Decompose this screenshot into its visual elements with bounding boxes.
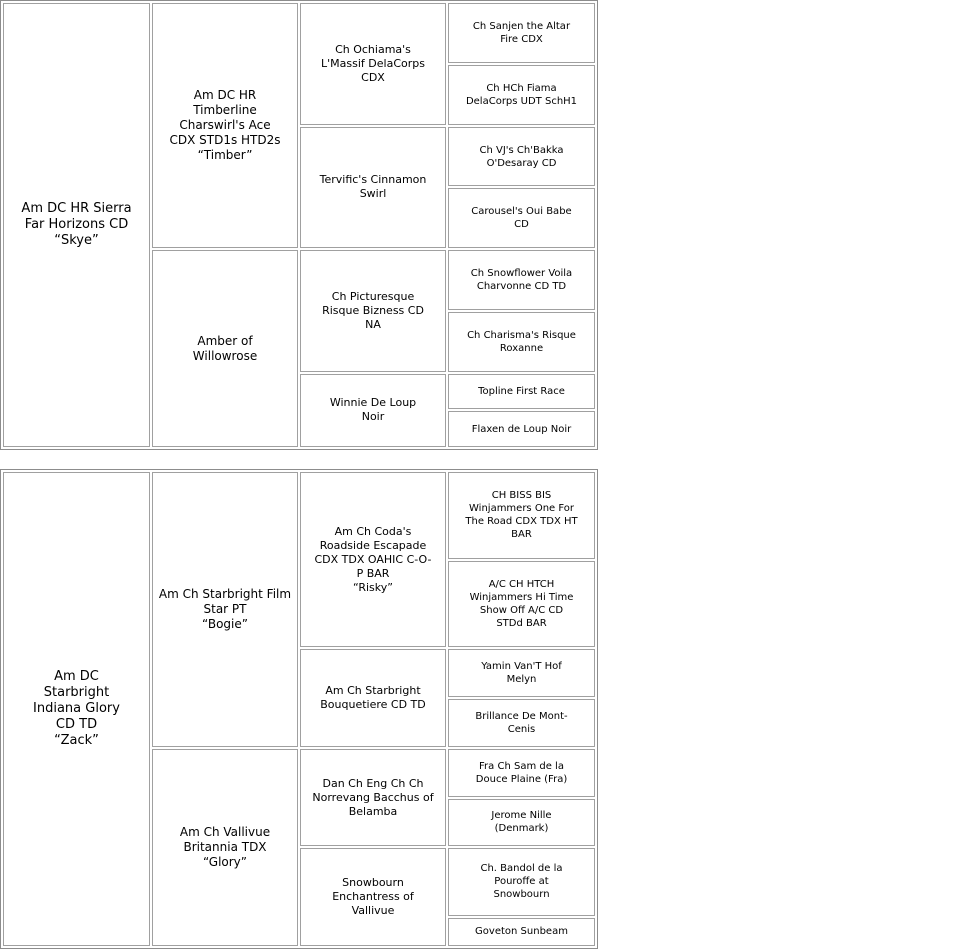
dam-sire-sire: [448, 749, 595, 797]
name-line: CDX STD1s HTD2s: [169, 133, 281, 148]
sire-dam-sire: [448, 649, 595, 697]
name-line: STDd BAR: [496, 617, 547, 629]
dam-sire-dam: [448, 799, 595, 847]
dam-dam-sire: [448, 848, 595, 915]
name-line: Amber of: [197, 333, 253, 348]
name-line: Far Horizons CD: [24, 217, 129, 232]
name-line: Starbright: [43, 685, 110, 700]
name-line: Am Ch Starbright Film: [158, 586, 292, 601]
name-line: P BAR: [356, 566, 390, 580]
name-line: CDX: [361, 70, 385, 84]
name-line: Jerome Nille: [491, 810, 552, 822]
name-line: Ch Snowflower Voila: [470, 268, 573, 280]
sire-sire-dam: [448, 561, 595, 648]
dam: [152, 250, 298, 447]
name-line: Willowrose: [192, 348, 258, 363]
name-line: Timberline: [193, 103, 257, 118]
sire-sire: [300, 472, 446, 647]
name-line: Winnie De Loup: [329, 396, 417, 410]
name-line: Winjammers Hi Time: [469, 591, 574, 603]
name-line: Yamin Van'T Hof: [481, 661, 562, 673]
name-line: Carousel's Oui Babe: [471, 206, 572, 218]
dam-dam: [300, 374, 446, 447]
name-line: DelaCorps UDT SchH1: [465, 95, 578, 107]
sire-dam-dam: [448, 188, 595, 248]
dam-dam-dam: [448, 411, 595, 447]
name-line: Ch Picturesque: [331, 290, 415, 304]
name-line: “Glory”: [202, 854, 247, 869]
name-line: Winjammers One For: [469, 503, 574, 515]
name-line: Ch Sanjen the Altar: [472, 20, 571, 32]
dam-dam-dam: [448, 918, 595, 946]
name-line: NA: [365, 318, 381, 332]
name-line: Snowbourn: [493, 889, 550, 901]
name-line: Fra Ch Sam de la: [479, 760, 564, 772]
name-line: CD TD: [55, 717, 98, 732]
name-line: O'Desaray CD: [486, 157, 557, 169]
pedigree-table-1: [0, 0, 598, 450]
name-line: CDX TDX OAHIC C-O-: [314, 552, 432, 566]
subject-dog: [3, 3, 150, 447]
name-line: Roadside Escapade: [319, 538, 427, 552]
dam-sire-sire: [448, 250, 595, 310]
name-line: Melyn: [506, 674, 537, 686]
name-line: Topline First Race: [478, 386, 565, 398]
dam: [152, 749, 298, 946]
name-line: “Timber”: [197, 148, 253, 163]
dam-dam-sire: [448, 374, 595, 410]
name-line: Dan Ch Eng Ch Ch: [322, 776, 424, 790]
name-line: Noir: [361, 410, 385, 424]
name-line: Risque Bizness CD: [322, 304, 424, 318]
name-line: Am Ch Vallivue: [179, 824, 271, 839]
name-line: Snowbourn: [342, 876, 404, 890]
name-line: The Road CDX TDX HT: [465, 516, 578, 528]
name-line: Norrevang Bacchus of: [312, 790, 434, 804]
sire-dam: [300, 127, 446, 249]
sire-dam-sire: [448, 127, 595, 187]
name-line: Star PT: [203, 601, 247, 616]
name-line: CD: [514, 219, 529, 231]
name-line: A/C CH HTCH: [488, 578, 555, 590]
name-line: L'Massif DelaCorps: [321, 56, 425, 70]
name-line: Bouquetiere CD TD: [320, 698, 426, 711]
name-line: “Skye”: [54, 233, 99, 248]
name-line: BAR: [511, 529, 532, 541]
dam-sire: [300, 250, 446, 372]
name-line: Flaxen de Loup Noir: [471, 423, 572, 435]
name-line: Charvonne CD TD: [476, 281, 567, 293]
name-line: Ch HCh Fiama: [486, 82, 557, 94]
pedigree-table-2: [0, 469, 598, 949]
name-line: Ch Charisma's Risque: [467, 329, 576, 341]
name-line: Pouroffe at: [494, 876, 549, 888]
name-line: Belamba: [348, 804, 398, 818]
name-line: (Denmark): [494, 823, 549, 835]
sire-sire-dam: [448, 65, 595, 125]
name-line: Ch. Bandol de la: [480, 863, 563, 875]
name-line: Show Off A/C CD: [479, 604, 564, 616]
dam-sire-dam: [448, 312, 595, 372]
sire-dam-dam: [448, 699, 595, 747]
dam-sire: [300, 749, 446, 847]
name-line: Fire CDX: [500, 33, 543, 45]
name-line: Am DC: [54, 669, 99, 684]
sire-sire: [300, 3, 446, 125]
name-line: Am Ch Starbright: [325, 684, 421, 697]
sire: [152, 472, 298, 747]
name-line: Charswirl's Ace: [179, 118, 271, 133]
name-line: Vallivue: [351, 904, 395, 918]
name-line: CH BISS BIS: [491, 490, 552, 502]
subject-dog: [3, 472, 150, 946]
name-line: Indiana Glory: [33, 701, 120, 716]
name-line: Douce Plaine (Fra): [475, 773, 568, 785]
name-line: Am DC HR: [193, 88, 257, 103]
name-line: Am Ch Coda's: [334, 524, 412, 538]
name-line: Ch Ochiama's: [335, 42, 411, 56]
name-line: “Risky”: [353, 580, 393, 594]
name-line: “Zack”: [54, 733, 99, 748]
name-line: Roxanne: [499, 342, 544, 354]
name-line: Tervific's Cinnamon: [319, 173, 427, 187]
name-line: Swirl: [359, 187, 387, 201]
sire: [152, 3, 298, 248]
name-line: Cenis: [507, 723, 536, 735]
sire-dam: [300, 649, 446, 747]
name-line: Enchantress of: [332, 890, 414, 904]
name-line: Am DC HR Sierra: [21, 201, 132, 216]
name-line: Ch VJ's Ch'Bakka: [479, 144, 564, 156]
sire-sire-sire: [448, 3, 595, 63]
dam-dam: [300, 848, 446, 946]
sire-sire-sire: [448, 472, 595, 559]
name-line: Brillance De Mont-: [475, 710, 568, 722]
name-line: “Bogie”: [202, 616, 248, 631]
name-line: Goveton Sunbeam: [475, 926, 568, 938]
name-line: Britannia TDX: [183, 839, 267, 854]
